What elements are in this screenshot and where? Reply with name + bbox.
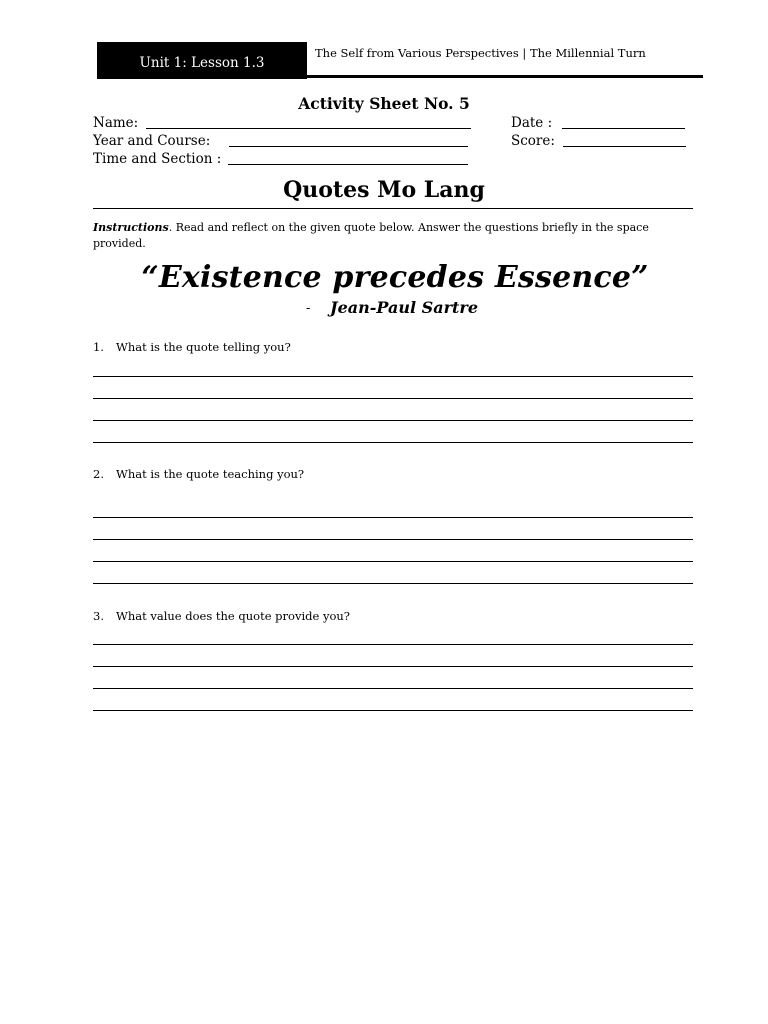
question-1 bbox=[93, 340, 291, 354]
answer-line[interactable] bbox=[93, 666, 693, 667]
instructions-lead: Instructions bbox=[93, 221, 169, 234]
author-dash: - bbox=[306, 301, 311, 316]
year-course-field[interactable] bbox=[229, 146, 468, 147]
question-3 bbox=[93, 609, 350, 623]
header-divider bbox=[97, 75, 703, 78]
date-label: Date : bbox=[511, 115, 553, 131]
question-text: What value does the quote provide you? bbox=[116, 609, 350, 623]
instructions bbox=[93, 220, 693, 251]
answer-line[interactable] bbox=[93, 376, 693, 377]
answer-line[interactable] bbox=[93, 442, 693, 443]
score-label: Score: bbox=[511, 133, 555, 149]
answer-line[interactable] bbox=[93, 539, 693, 540]
activity-sheet-title: Activity Sheet No. 5 bbox=[298, 94, 470, 113]
question-number: 1. bbox=[93, 340, 104, 354]
question-2 bbox=[93, 467, 304, 481]
unit-lesson-label: Unit 1: Lesson 1.3 bbox=[139, 54, 265, 71]
answer-line[interactable] bbox=[93, 398, 693, 399]
quote-text: “Existence precedes Essence” bbox=[141, 260, 649, 295]
question-text: What is the quote telling you? bbox=[116, 340, 291, 354]
answer-line[interactable] bbox=[93, 644, 693, 645]
time-section-label: Time and Section : bbox=[93, 151, 222, 167]
date-field[interactable] bbox=[562, 128, 685, 129]
time-section-field[interactable] bbox=[228, 164, 468, 165]
answer-line[interactable] bbox=[93, 561, 693, 562]
name-field[interactable] bbox=[146, 128, 471, 129]
unit-lesson-badge bbox=[97, 42, 307, 79]
question-text: What is the quote teaching you? bbox=[116, 467, 305, 481]
answer-line[interactable] bbox=[93, 583, 693, 584]
answer-line[interactable] bbox=[93, 688, 693, 689]
header-subtitle: The Self from Various Perspectives | The Millennial Turn bbox=[315, 46, 646, 60]
title-divider bbox=[93, 208, 693, 209]
quote-author: Jean-Paul Sartre bbox=[330, 298, 478, 317]
question-number: 3. bbox=[93, 609, 104, 623]
instructions-text: . Read and reflect on the given quote below. Answer the questions briefly in the space provided. bbox=[93, 221, 649, 250]
question-number: 2. bbox=[93, 467, 104, 481]
score-field[interactable] bbox=[563, 146, 686, 147]
name-label: Name: bbox=[93, 115, 139, 131]
worksheet-title: Quotes Mo Lang bbox=[283, 177, 485, 203]
year-course-label: Year and Course: bbox=[93, 133, 211, 149]
answer-line[interactable] bbox=[93, 420, 693, 421]
answer-line[interactable] bbox=[93, 710, 693, 711]
answer-line[interactable] bbox=[93, 517, 693, 518]
